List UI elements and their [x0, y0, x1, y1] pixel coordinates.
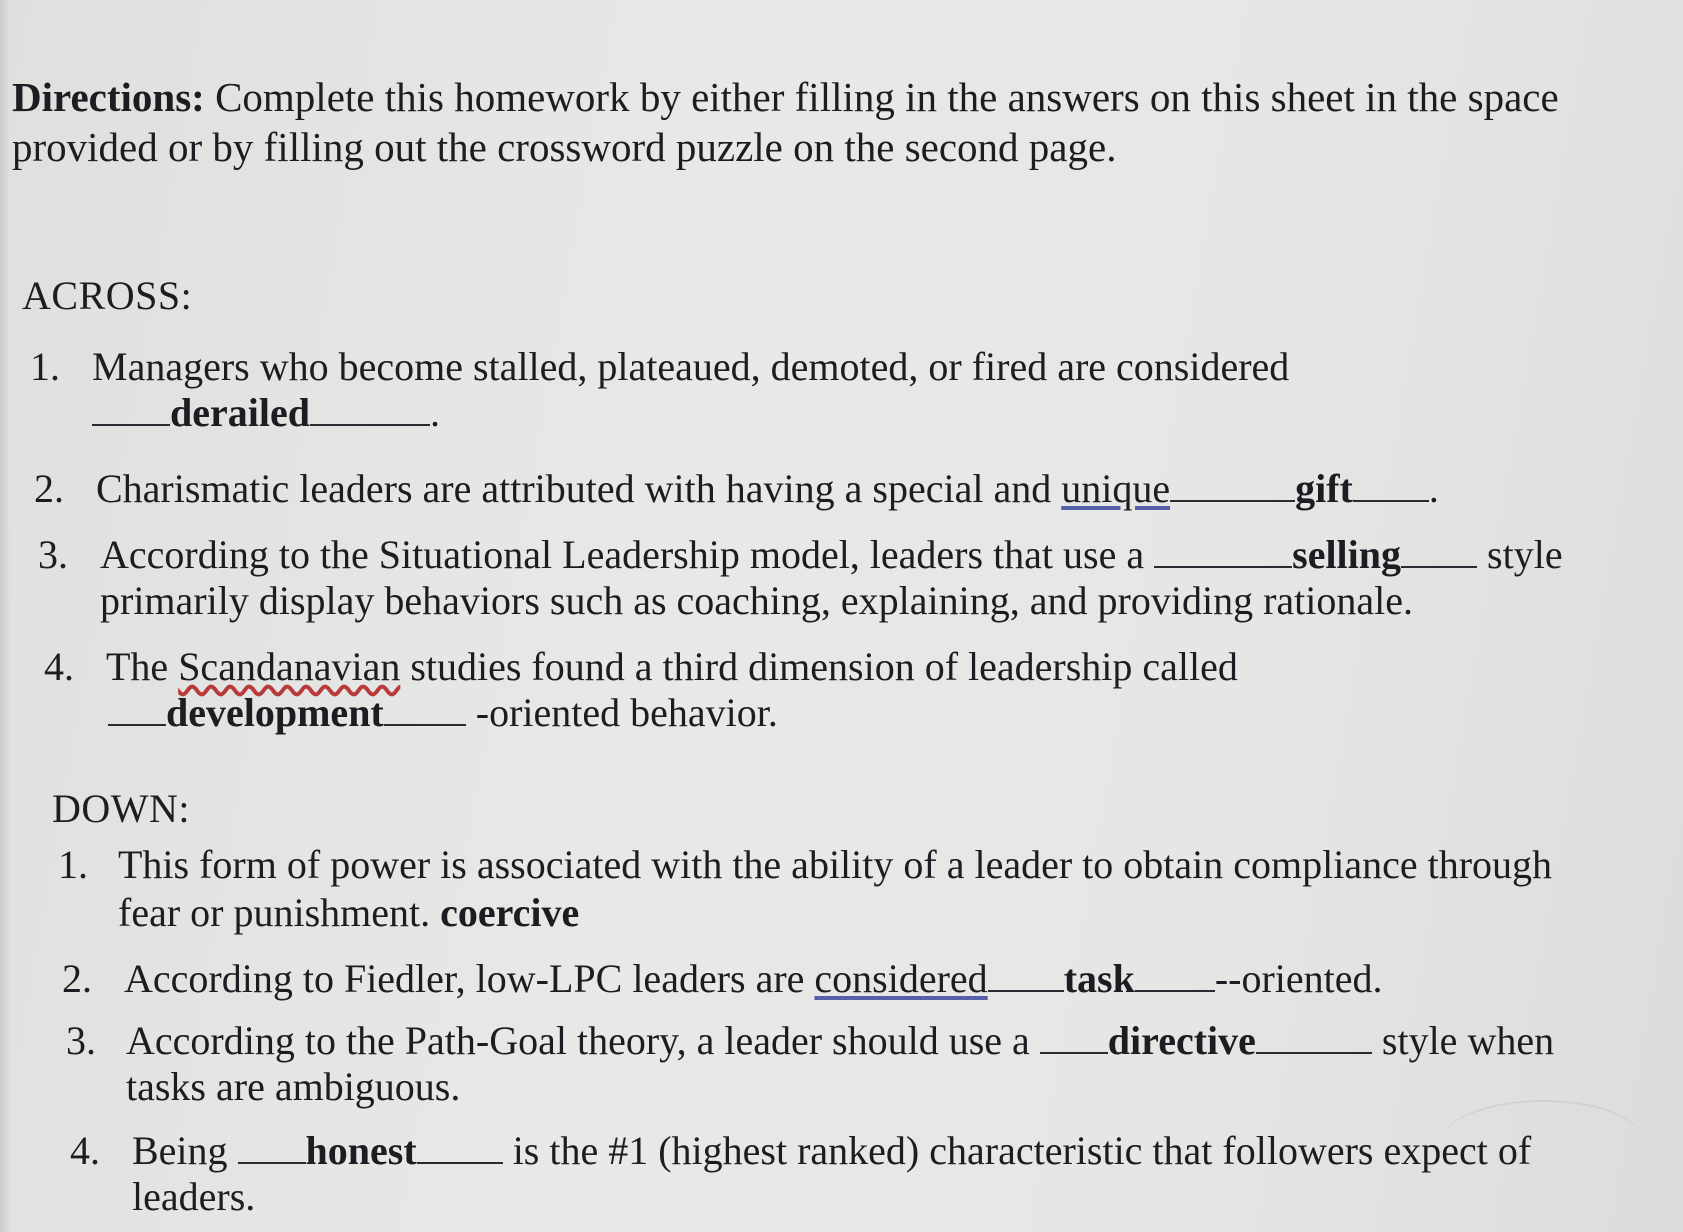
answer-blank-left: [92, 394, 170, 426]
directions-paragraph: [12, 72, 1652, 172]
answer-line: [92, 390, 440, 436]
question-text: [106, 644, 1238, 690]
answer-text: coercive: [440, 890, 580, 935]
question-text: [126, 1018, 1554, 1064]
directions-text-1: Complete this homework by either filling in the answers on this sheet in the space: [204, 74, 1559, 120]
question-text-part: Charismatic leaders are attributed with having a special and: [96, 466, 1062, 511]
item-number: 3.: [38, 532, 68, 577]
answer-blank-right: [1135, 960, 1215, 992]
answer-text: directive: [1107, 1018, 1256, 1063]
question-text-part: style: [1487, 532, 1563, 577]
answer-blank-right: [310, 394, 430, 426]
item-number: 4.: [44, 644, 74, 689]
question-text: [132, 1128, 1531, 1174]
question-text: [96, 466, 1439, 512]
underlined-word: considered: [814, 956, 988, 1001]
screen-glare: [1443, 1100, 1643, 1182]
misspelled-word: Scandanavian: [178, 644, 401, 689]
across-heading: ACROSS:: [22, 273, 193, 318]
terminal-text: --oriented.: [1214, 956, 1383, 1001]
item-number: 3.: [66, 1018, 96, 1063]
underlined-word: unique: [1061, 466, 1171, 511]
question-text-part: studies found a third dimension of leadership called: [400, 644, 1238, 689]
answer-blank-right: [1353, 470, 1429, 502]
question-text: Managers who become stalled, plateaued, demoted, or fired are considered: [92, 344, 1290, 389]
across-item-3: [38, 532, 1658, 632]
question-text-part: According to Fiedler, low-LPC leaders are: [124, 956, 815, 1001]
directions-label: Directions:: [12, 74, 205, 120]
answer-blank-right: [417, 1132, 503, 1164]
answer-blank-left: [108, 694, 166, 726]
down-item-4: [70, 1128, 1670, 1228]
question-text-part: According to the Situational Leadership model, leaders that use a: [100, 532, 1155, 577]
answer-blank-right: [1401, 536, 1477, 568]
question-text-part: fear or punishment.: [118, 890, 441, 935]
directions-line-1: [12, 72, 1652, 122]
answer-blank-right: [384, 694, 466, 726]
answer-blank-left: [1154, 536, 1292, 568]
answer-line: [108, 690, 778, 736]
across-item-2: [34, 466, 1634, 516]
answer-blank-right: [1256, 1022, 1372, 1054]
question-text-part: Being: [132, 1128, 238, 1173]
answer-text: derailed: [170, 390, 310, 435]
question-text: [124, 956, 1383, 1002]
answer-text: gift: [1295, 466, 1353, 511]
item-number: 2.: [62, 956, 92, 1001]
item-number: 4.: [70, 1128, 100, 1173]
question-text-line-2: primarily display behaviors such as coaching, explaining, and providing rationale.: [100, 578, 1413, 623]
item-number: 1.: [30, 344, 60, 389]
terminal-text: .: [429, 390, 440, 435]
terminal-text: .: [1428, 466, 1439, 511]
question-text-line-2: tasks are ambiguous.: [126, 1064, 461, 1109]
question-text-part: According to the Path-Goal theory, a leader should use a: [126, 1018, 1040, 1063]
down-item-1: [58, 842, 1658, 942]
answer-text: task: [1063, 956, 1135, 1001]
question-text-line-2: [118, 890, 579, 936]
answer-blank-left: [1170, 470, 1295, 502]
question-text-line-2: leaders.: [132, 1174, 256, 1219]
directions-line-2: provided or by filling out the crossword puzzle on the second page.: [12, 124, 1117, 170]
question-text-part: is the #1 (highest ranked) characteristic that followers expect of: [512, 1128, 1532, 1173]
across-item-1: [30, 344, 1630, 444]
answer-blank-left: [238, 1132, 306, 1164]
question-text-part: style when: [1381, 1018, 1555, 1063]
item-number: 1.: [58, 842, 88, 887]
answer-text: development: [166, 690, 384, 735]
down-item-3: [66, 1018, 1666, 1118]
down-item-2: [62, 956, 1662, 1006]
paper-edge-shadow: [0, 0, 10, 1232]
answer-blank-left: [1040, 1022, 1108, 1054]
question-text-part: The: [106, 644, 179, 689]
answer-blank-left: [988, 960, 1064, 992]
question-text: [100, 532, 1563, 578]
item-number: 2.: [34, 466, 64, 511]
answer-text: honest: [305, 1128, 417, 1173]
down-heading: DOWN:: [52, 786, 191, 831]
terminal-text: -oriented behavior.: [475, 690, 778, 735]
across-item-4: [44, 644, 1644, 744]
answer-text: selling: [1292, 532, 1402, 577]
question-text: This form of power is associated with the ability of a leader to obtain compliance through: [118, 842, 1553, 887]
